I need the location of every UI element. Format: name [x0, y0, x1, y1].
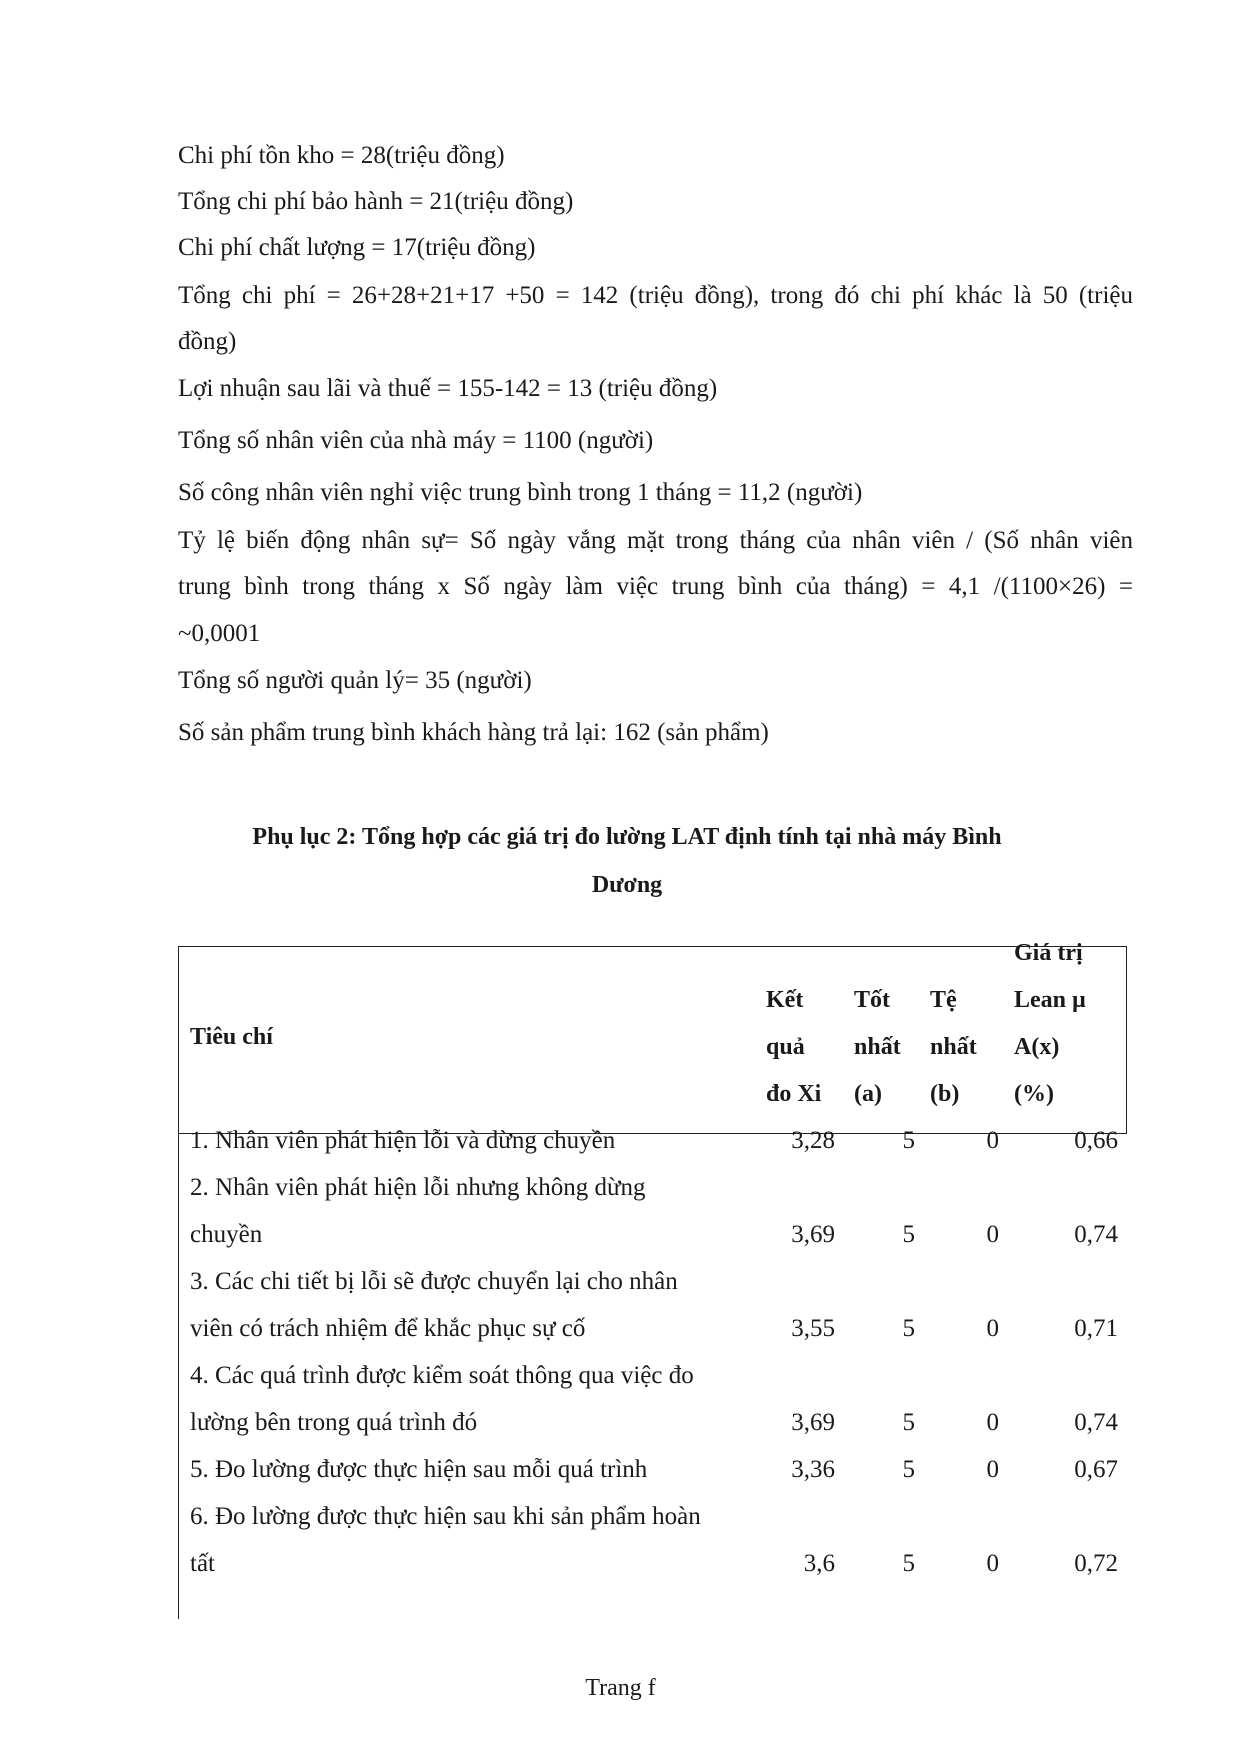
result-value: 3,55	[791, 1315, 835, 1342]
best-value: 5	[902, 1221, 915, 1248]
paragraph-line: Số công nhân viên nghỉ việc trung bình trong 1 tháng = 11,2 (người)	[178, 479, 863, 506]
worst-value: 0	[986, 1221, 999, 1248]
paragraph-line: ~0,0001	[178, 620, 261, 647]
header-worst: nhất	[930, 1034, 977, 1060]
paragraph-line: Tổng chi phí bảo hành = 21(triệu đồng)	[178, 188, 574, 215]
header-lean: Lean µ	[1014, 987, 1086, 1013]
result-value: 3,69	[791, 1221, 835, 1248]
header-best: (a)	[854, 1081, 882, 1107]
criteria-text: 2. Nhân viên phát hiện lỗi nhưng không dừng	[190, 1174, 646, 1201]
page-number: Trang f	[585, 1675, 656, 1701]
result-value: 3,6	[803, 1550, 835, 1577]
header-criteria: Tiêu chí	[190, 1024, 273, 1050]
lean-value: 0,74	[1074, 1221, 1118, 1248]
appendix-title: Phụ lục 2: Tổng hợp các giá trị đo lường LAT định tính tại nhà máy Bình	[252, 824, 1002, 850]
worst-value: 0	[986, 1315, 999, 1342]
paragraph-line: trung bình trong tháng x Số ngày làm việc trung bình của tháng) = 4,1 /(1100×26) =	[178, 573, 1133, 600]
header-worst: (b)	[930, 1081, 960, 1107]
lean-value: 0,74	[1074, 1409, 1118, 1436]
criteria-text: 6. Đo lường được thực hiện sau khi sản phẩm hoàn	[190, 1503, 701, 1530]
table-border	[178, 946, 1127, 947]
worst-value: 0	[986, 1550, 999, 1577]
header-best: Tốt	[854, 987, 890, 1013]
best-value: 5	[902, 1550, 915, 1577]
best-value: 5	[902, 1409, 915, 1436]
criteria-text: 3. Các chi tiết bị lỗi sẽ được chuyển lại cho nhân	[190, 1268, 678, 1295]
worst-value: 0	[986, 1409, 999, 1436]
paragraph-line: Tổng số nhân viên của nhà máy = 1100 (người)	[178, 427, 654, 454]
lean-value: 0,67	[1074, 1456, 1118, 1483]
header-result: quả	[766, 1034, 805, 1060]
paragraph-line: Số sản phẩm trung bình khách hàng trả lại: 162 (sản phẩm)	[178, 719, 769, 746]
paragraph-line: Chi phí tồn kho = 28(triệu đồng)	[178, 142, 505, 169]
criteria-text: tất	[190, 1550, 215, 1577]
paragraph-line: Tổng số người quản lý= 35 (người)	[178, 667, 532, 694]
paragraph-line: đồng)	[178, 328, 237, 355]
table-border	[1126, 946, 1127, 1133]
header-lean: A(x)	[1014, 1034, 1060, 1060]
criteria-text: lường bên trong quá trình đó	[190, 1409, 478, 1436]
best-value: 5	[902, 1456, 915, 1483]
header-result: Kết	[766, 987, 804, 1013]
criteria-text: 1. Nhân viên phát hiện lỗi và dừng chuyền	[190, 1127, 616, 1154]
header-result: đo Xi	[766, 1081, 822, 1107]
criteria-text: chuyền	[190, 1221, 263, 1248]
paragraph-line: Tổng chi phí = 26+28+21+17 +50 = 142 (triệu đồng), trong đó chi phí khác là 50 (triệu	[178, 282, 1133, 309]
paragraph-line: Chi phí chất lượng = 17(triệu đồng)	[178, 234, 536, 261]
appendix-title-cont: Dương	[591, 872, 663, 898]
result-value: 3,36	[791, 1456, 835, 1483]
lean-value: 0,66	[1074, 1127, 1118, 1154]
criteria-text: viên có trách nhiệm để khắc phục sự cố	[190, 1315, 586, 1342]
header-worst: Tệ	[930, 987, 957, 1013]
criteria-text: 4. Các quá trình được kiểm soát thông qua việc đo	[190, 1362, 694, 1389]
best-value: 5	[902, 1127, 915, 1154]
lat-table	[178, 940, 1127, 1619]
result-value: 3,28	[791, 1127, 835, 1154]
paragraph-line: Lợi nhuận sau lãi và thuế = 155-142 = 13 (triệu đồng)	[178, 375, 718, 402]
header-best: nhất	[854, 1034, 901, 1060]
header-lean: Giá trị	[1014, 940, 1083, 966]
paragraph-line: Tỷ lệ biến động nhân sự= Số ngày vắng mặt trong tháng của nhân viên / (Số nhân viên	[178, 527, 1133, 554]
lean-value: 0,71	[1074, 1315, 1118, 1342]
lean-value: 0,72	[1074, 1550, 1118, 1577]
worst-value: 0	[986, 1127, 999, 1154]
worst-value: 0	[986, 1456, 999, 1483]
best-value: 5	[902, 1315, 915, 1342]
result-value: 3,69	[791, 1409, 835, 1436]
header-lean: (%)	[1014, 1081, 1054, 1107]
table-border	[178, 946, 179, 1619]
criteria-text: 5. Đo lường được thực hiện sau mỗi quá trình	[190, 1456, 648, 1483]
